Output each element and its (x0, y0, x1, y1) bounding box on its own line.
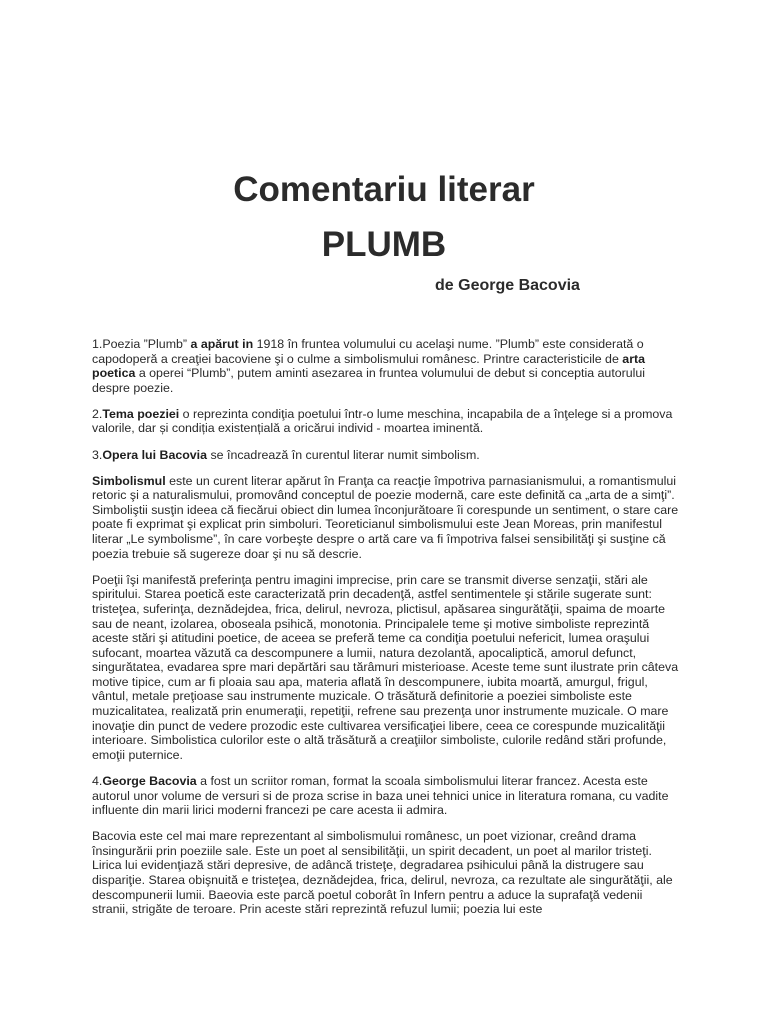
bold-run: George Bacovia (102, 773, 197, 788)
text-run: se încadrează în curentul literar numit simbolism. (207, 447, 480, 462)
text-run: o reprezinta condiţia poetului într-o lume meschina, incapabila de a înţelege si a promova valorile, dar și condiția existențială a oricărui individ - moartea iminentă. (92, 406, 673, 436)
text-run: 1.Poezia ”Plumb” (92, 337, 191, 351)
paragraph-3 (92, 448, 682, 463)
poem-title: PLUMB (321, 225, 447, 264)
text-run: 2. (92, 406, 103, 421)
text-run: 1918 în fruntea volumului cu acelaşi nume. ”Plumb” este considerată o capodoperă a creaţiei bacoviene şi o culme a simbolismului românesc. Printre caracteristicile de (92, 337, 644, 366)
text-run: este un curent literar apărut în Franţa ca reacţie împotriva parnasianismului, a romantismului retoric şi a naturalismului, promovând conceptul de poezie modernă, care este definită ca „arta de a simţi”. Simboliştii susţin ideea că fiecărui obiect din lumea înconjurătoare îi corespunde un sentiment, o stare care poate fi exprimat şi explicat prin simboluri. Teoreticianul simbolismului este Jean Moreas, prin manifestul literar „Le symbolisme”, în care vorbeşte despre o artă care va fi împotriva falsei sensibilităţi şi susţine că poezia trebuie să sugereze doar şi nu să descrie. (92, 473, 679, 561)
text-run: a fost un scriitor roman, format la scoala simbolismului literar francez. Acesta este autorul unor volume de versuri si de proza scrise in baza unei tehnici unice in literatura romana, cu vadite influente din marii lirici moderni francezi pe care acesta ii admira. (92, 773, 669, 818)
document-body (92, 337, 682, 928)
paragraph-5: Poeţii îşi manifestă preferinţa pentru imagini imprecise, prin care se transmit diverse senzaţii, stări ale spiritului. Starea poetică este caracterizată prin decadenţă, astfel sentimentele şi stările sugerate sunt: tristeţea, suferinţa, deznădejdea, frica, delirul, nevroza, plictisul, apăsarea singurătăţii, spaima de moarte sau de neant, izolarea, oboseala psihică, monotonia. Principalele teme şi motive simboliste reprezintă aceste stări şi atitudini poetice, de aceea se preferă teme ca condiţia poetului nefericit, lumea oraşului sufocant, moartea văzută ca descompunere a lumii, natura dezolantă, apocaliptică, amorul defunct, singurătatea, evadarea spre mari depărtări sau tărâmuri misterioase. Aceste teme sunt ilustrate prin câteva motive tipice, cum ar fi ploaia sau apa, materia aflată în descompunere, iubita moartă, amurgul, frigul, vântul, metale preţioase sau instrumente muzicale. O trăsătură definitorie a poeziei simboliste este muzicalitatea, realizată prin enumeraţii, repetiţii, refrene sau prezenţa unor instrumente muzicale. O mare inovaţie din punct de vedere prozodic este cultivarea versificaţiei libere, ceea ce corespunde muzicalităţii interioare. Simbolistica culorilor este o altă trăsătură a creaţiilor simboliste, culorile redând stări profunde, emoţii puternice. (92, 572, 679, 762)
bold-run: Simbolismul (92, 473, 166, 488)
paragraph-1 (92, 337, 682, 395)
text-run: 3. (92, 447, 103, 462)
author-line: de George Bacovia (435, 277, 580, 294)
document-title: Comentariu literar (233, 170, 535, 209)
bold-run: a apărut in (190, 337, 254, 351)
text-run: 4. (92, 773, 103, 788)
bold-run: Opera lui Bacovia (102, 447, 208, 462)
paragraph-4 (92, 474, 682, 562)
paragraph-2 (92, 407, 682, 436)
paragraph-7: Bacovia este cel mai mare reprezentant al simbolismului românesc, un poet vizionar, creând drama însingurării prin poeziile sale. Este un poet al sensibilităţii, un spirit decadent, un poet al marilor tristeţi. Lirica lui evidenţiază stări depresive, de adâncă tristeţe, degradarea psihicului până la distrugere sau dispariţie. Starea obişnuită e tristeţea, deznădejdea, frica, delirul, nevroza, ca rezultate ale singurătăţii, ale descompunerii lumii. Baeovia este parcă poetul coborât în Infern pentru a aduce la suprafaţă vedenii stranii, strigăte de teroare. Prin aceste stări reprezintă refuzul lumii; poezia lui este (92, 829, 673, 917)
bold-run: arta poetica (92, 351, 646, 381)
bold-run: Tema poeziei (102, 406, 180, 421)
text-run: a operei “Plumb”, putem aminti asezarea in fruntea volumului de debut si conceptia autorului despre poezie. (92, 366, 646, 395)
paragraph-6 (92, 774, 682, 818)
